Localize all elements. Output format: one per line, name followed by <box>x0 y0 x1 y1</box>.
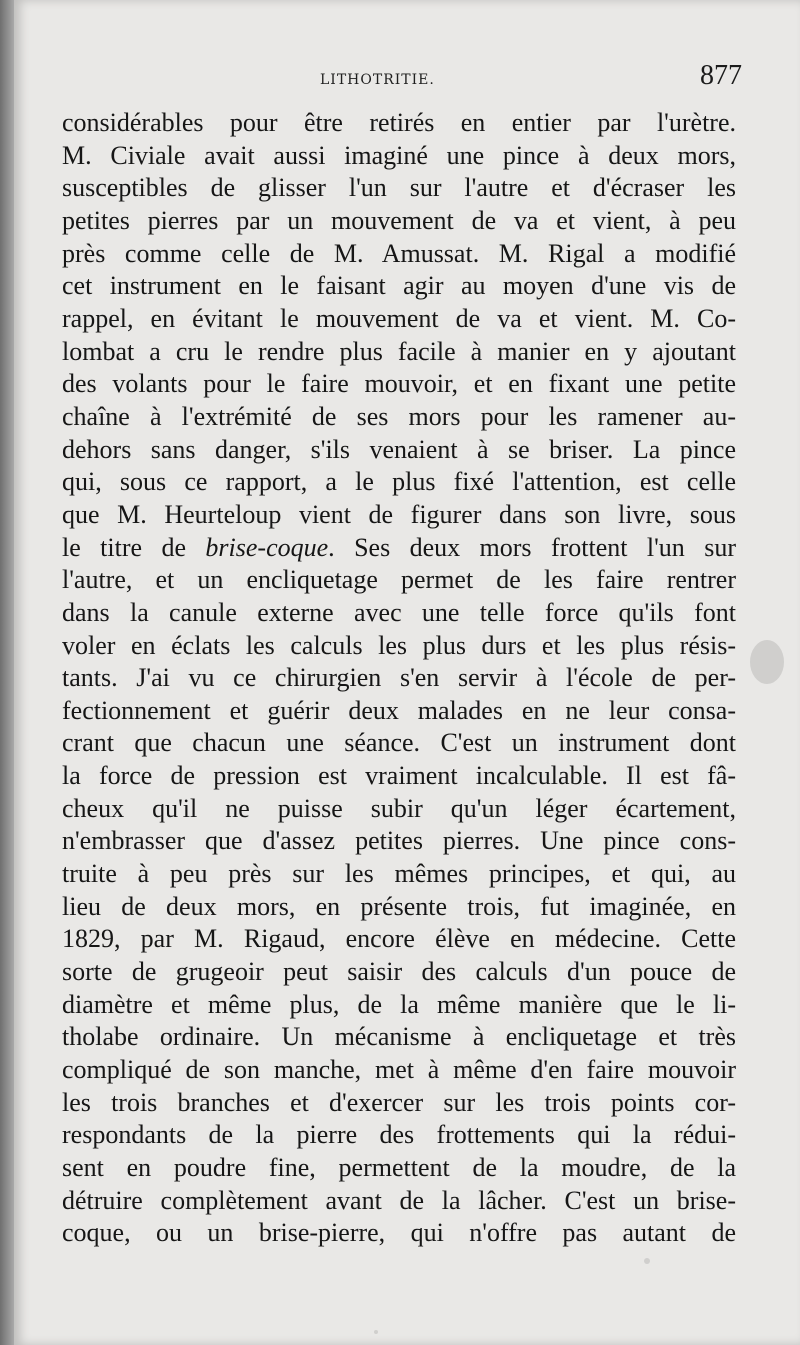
page-binding-edge <box>0 0 14 1345</box>
paper-speckle <box>644 1258 650 1264</box>
text-line: diamètre et même plus, de la même manière que le li- <box>62 989 736 1019</box>
paper-speckle <box>750 640 784 684</box>
text-segment: . Ses deux mors frottent l'un sur <box>328 532 736 562</box>
text-line: considérables pour être retirés en entier par l'urètre. <box>62 108 736 137</box>
text-line: tholabe ordinaire. Un mécanisme à encliquetage et très <box>62 1022 736 1052</box>
text-line: truite à peu près sur les mêmes principes, et qui, au <box>62 859 736 889</box>
text-line: sorte de grugeoir peut saisir des calculs d'un pouce de <box>62 957 736 987</box>
text-line: dans la canule externe avec une telle force qu'ils font <box>62 597 736 627</box>
body-text <box>62 107 736 1250</box>
text-line: cet instrument en le faisant agir au moyen d'une vis de <box>62 271 736 301</box>
text-line: rappel, en évitant le mouvement de va et vient. M. Co- <box>62 303 736 333</box>
text-line: cheux qu'il ne puisse subir qu'un léger écartement, <box>62 793 736 823</box>
text-line: des volants pour le faire mouvoir, et en fixant une petite <box>62 369 736 399</box>
text-line: lieu de deux mors, en présente trois, fut imaginée, en <box>62 891 736 921</box>
page-header <box>14 60 800 100</box>
text-line: détruire complètement avant de la lâcher. C'est un brise- <box>62 1185 736 1215</box>
running-title: LITHOTRITIE. <box>320 72 435 88</box>
text-line: lombat a cru le rendre plus facile à manier en y ajoutant <box>62 336 736 366</box>
text-line: près comme celle de M. Amussat. M. Rigal a modifié <box>62 238 736 268</box>
text-line: compliqué de son manche, met à même d'en faire mouvoir <box>62 1055 736 1085</box>
text-line: la force de pression est vraiment incalculable. Il est fâ- <box>62 761 736 791</box>
text-line: dehors sans danger, s'ils venaient à se briser. La pince <box>62 434 736 464</box>
paper-speckle <box>374 1330 378 1334</box>
text-line: fectionnement et guérir deux malades en ne leur consa- <box>62 695 736 725</box>
text-line: petites pierres par un mouvement de va et vient, à peu <box>62 205 736 235</box>
text-line: l'autre, et un encliquetage permet de les faire rentrer <box>62 565 736 595</box>
text-line: crant que chacun une séance. C'est un instrument dont <box>62 728 736 758</box>
italic-term: brise-coque <box>205 532 329 562</box>
text-line: chaîne à l'extrémité de ses mors pour les ramener au- <box>62 401 736 431</box>
text-line: les trois branches et d'exercer sur les trois points cor- <box>62 1087 736 1117</box>
text-line: M. Civiale avait aussi imaginé une pince à deux mors, <box>62 140 736 170</box>
text-line: respondants de la pierre des frottements qui la rédui- <box>62 1120 736 1150</box>
text-line: coque, ou un brise-pierre, qui n'offre pas autant de <box>62 1218 736 1248</box>
book-page <box>14 0 800 1345</box>
text-line-with-italic <box>62 532 736 565</box>
text-line: tants. J'ai vu ce chirurgien s'en servir à l'école de per- <box>62 663 736 693</box>
text-line: 1829, par M. Rigaud, encore élève en médecine. Cette <box>62 924 736 954</box>
page-number: 877 <box>700 60 742 91</box>
text-line: susceptibles de glisser l'un sur l'autre et d'écraser les <box>62 173 736 203</box>
text-line: qui, sous ce rapport, a le plus fixé l'attention, est celle <box>62 467 736 497</box>
text-segment: le titre de <box>62 532 206 562</box>
text-line: sent en poudre fine, permettent de la moudre, de la <box>62 1153 736 1182</box>
text-line: n'embrasser que d'assez petites pierres. Une pince cons- <box>62 826 736 856</box>
text-line: que M. Heurteloup vient de figurer dans son livre, sous <box>62 499 736 529</box>
text-line: voler en éclats les calculs les plus durs et les plus résis- <box>62 630 736 660</box>
